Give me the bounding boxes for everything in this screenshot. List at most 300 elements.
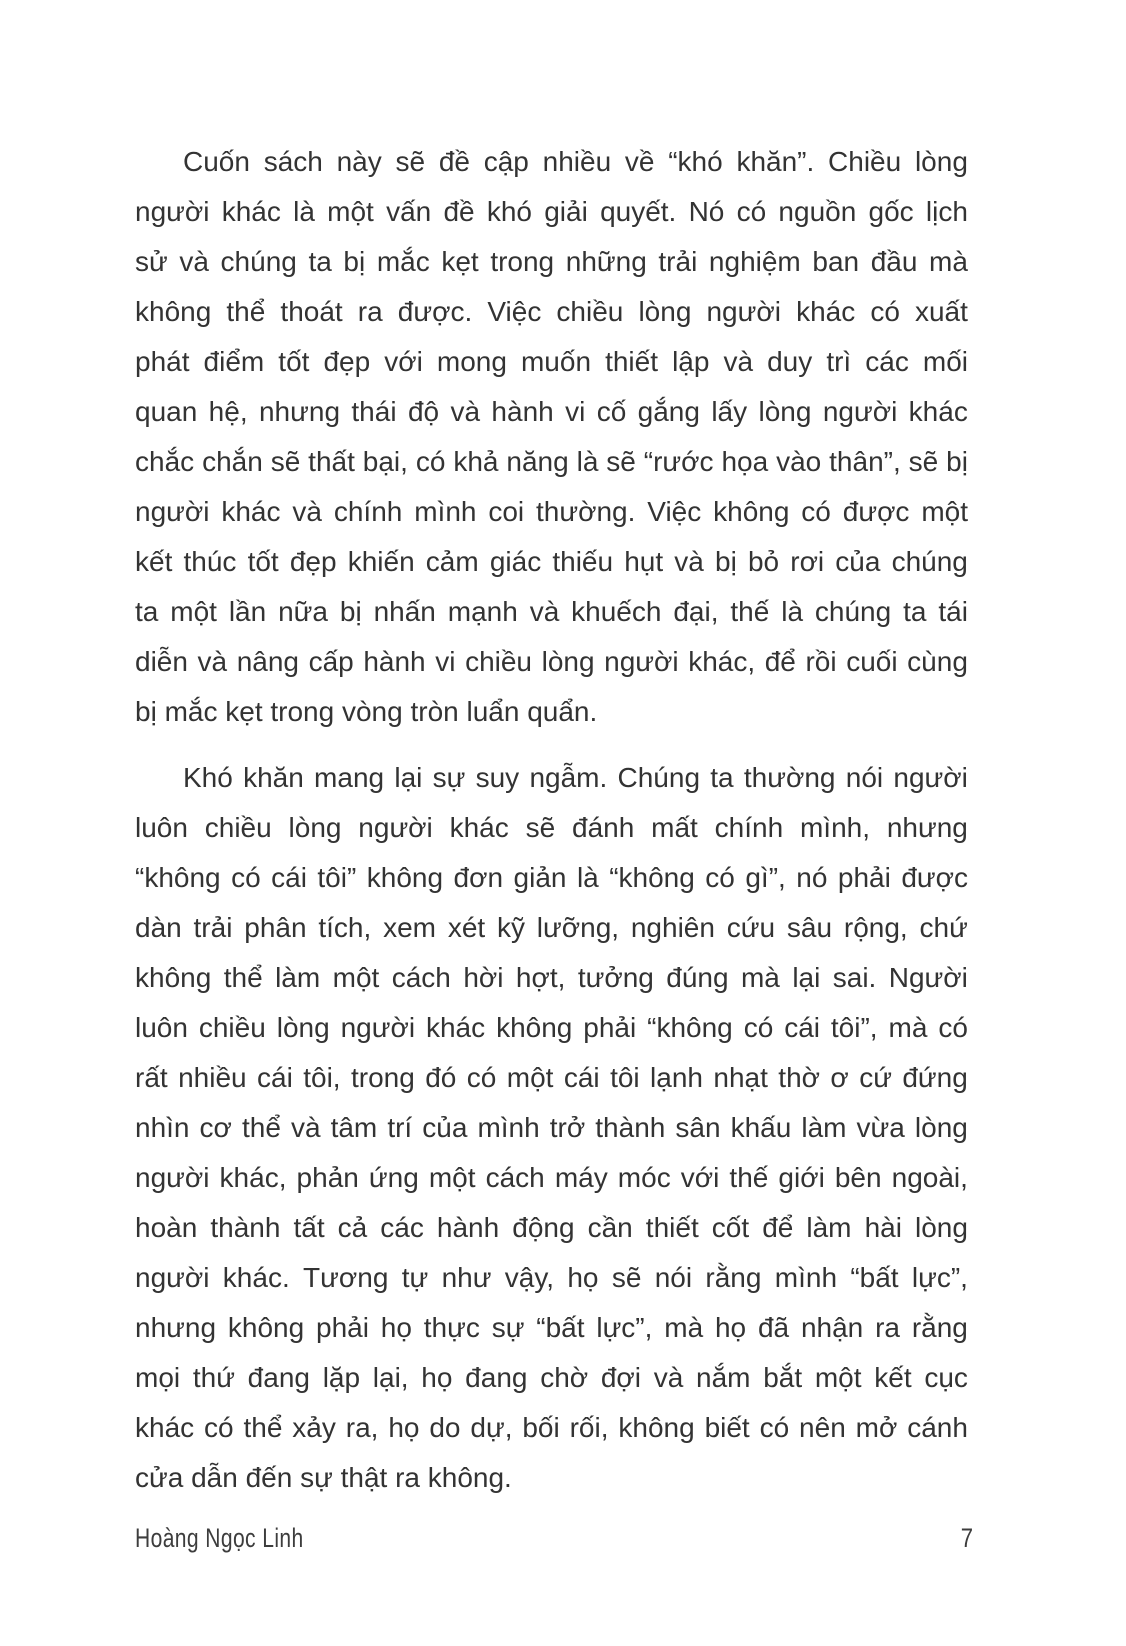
word: máy — [554, 1162, 608, 1193]
word: sử — [135, 246, 168, 277]
word: bỏ — [747, 546, 780, 577]
word: thành — [595, 1112, 666, 1143]
word: và — [653, 1362, 684, 1393]
word: khác — [425, 1012, 486, 1043]
word: tâm — [330, 1112, 378, 1143]
word: rộng, — [843, 912, 908, 943]
word: khác — [796, 296, 856, 327]
word: không — [135, 962, 212, 993]
word: lòng — [288, 812, 342, 843]
word: thiết — [645, 1212, 699, 1243]
word: nhưng — [886, 812, 968, 843]
word: cùng — [907, 646, 968, 677]
word: đầu — [870, 246, 918, 277]
word: điểm — [203, 346, 265, 377]
word: “không — [135, 862, 221, 893]
word: dàn — [135, 912, 182, 943]
word: chính — [333, 496, 403, 527]
word: khả — [453, 446, 499, 477]
word: ngẫm. — [529, 762, 608, 793]
word: hành — [363, 646, 426, 677]
word: và — [290, 1112, 321, 1143]
word: vừa — [856, 1112, 905, 1143]
word: trải — [193, 912, 233, 943]
word: họa — [721, 446, 769, 477]
word: hời — [463, 962, 504, 993]
word: tích, — [318, 912, 372, 943]
word: độ — [407, 396, 440, 427]
word: không — [496, 1012, 573, 1043]
word: “không — [609, 862, 695, 893]
word: thứ — [192, 1362, 235, 1393]
word: trí — [387, 1112, 413, 1143]
word: khăn — [243, 762, 304, 793]
word: vậy, — [504, 1262, 555, 1293]
word: nhưng — [258, 396, 341, 427]
word: mà — [888, 1012, 928, 1043]
word: và — [674, 546, 704, 577]
word: không — [227, 1312, 305, 1343]
word: sâu — [786, 912, 833, 943]
word: đứng — [902, 1062, 968, 1093]
word: trở — [549, 1112, 586, 1143]
word: là — [293, 196, 315, 227]
word: xuất — [914, 296, 968, 327]
word: phát — [135, 346, 190, 377]
word: luôn — [135, 812, 188, 843]
word: phân — [244, 912, 307, 943]
word: vấn — [386, 196, 432, 227]
word: người — [822, 396, 898, 427]
word: nhấn — [373, 596, 436, 627]
text-line — [135, 137, 968, 187]
text-line — [135, 437, 968, 487]
text-line — [135, 337, 968, 387]
word: khó — [486, 196, 532, 227]
word: làm — [801, 1112, 847, 1143]
word: người — [135, 196, 210, 227]
word: chúng — [891, 546, 968, 577]
word: thế — [730, 596, 770, 627]
word: lực”, — [596, 1312, 653, 1343]
word: nắm — [696, 1362, 751, 1393]
word: người — [893, 762, 968, 793]
word: rằng — [911, 1312, 968, 1343]
word: hụt — [624, 546, 664, 577]
word: đẹp — [323, 346, 371, 377]
word: lòng — [541, 646, 595, 677]
word: mạnh — [447, 596, 518, 627]
word: nhưng — [135, 1312, 217, 1343]
word: ra — [875, 1312, 900, 1343]
word: mình, — [799, 812, 870, 843]
word: cốt — [711, 1212, 750, 1243]
word: “bất — [536, 1312, 585, 1343]
word: mọi — [135, 1362, 181, 1393]
word: chắn — [202, 446, 263, 477]
word: ban — [812, 246, 860, 277]
word: thúc — [183, 546, 237, 577]
word: tôi — [610, 1062, 640, 1093]
word: nhạt — [713, 1062, 768, 1093]
word: tôi” — [317, 862, 357, 893]
word: diễn — [135, 646, 188, 677]
word: tái — [938, 596, 968, 627]
word: nhiều — [542, 146, 612, 177]
word: có — [938, 1012, 968, 1043]
word: họ — [388, 1412, 420, 1443]
word: vi — [435, 646, 456, 677]
word: được. — [397, 296, 473, 327]
word: một — [170, 596, 217, 627]
word: như — [441, 1262, 492, 1293]
body-text — [135, 137, 968, 1503]
text-line — [135, 853, 968, 903]
word: khấu — [730, 1112, 792, 1143]
word: mở — [855, 1412, 898, 1443]
word: cảm — [425, 546, 479, 577]
word: khác — [449, 812, 509, 843]
word: nâng — [236, 646, 299, 677]
word: ngoài, — [891, 1162, 968, 1193]
word: chiều — [204, 812, 272, 843]
word: chắc — [135, 446, 195, 477]
word: thể — [241, 1112, 281, 1143]
word: sẽ — [611, 1262, 642, 1293]
word: nữa — [278, 596, 328, 627]
word: trải — [658, 246, 698, 277]
word: họ — [421, 1362, 453, 1393]
word: đại, — [673, 596, 719, 627]
word: đúng — [666, 962, 729, 993]
word: sẽ — [606, 446, 636, 477]
word: lòng — [914, 146, 968, 177]
word: đó — [425, 1062, 457, 1093]
word: lấy — [711, 396, 748, 427]
word: có — [204, 1412, 234, 1443]
word: Việc — [647, 496, 702, 527]
word: tưởng — [577, 962, 654, 993]
word: tốt — [247, 546, 279, 577]
word: quan — [135, 396, 198, 427]
word: cái — [257, 1062, 293, 1093]
text-line — [135, 803, 968, 853]
word: của — [835, 546, 881, 577]
word: Chúng — [617, 762, 701, 793]
word: mình — [414, 496, 477, 527]
word: cuối — [846, 646, 898, 677]
word: “rước — [643, 446, 714, 477]
word: nghiên — [630, 912, 715, 943]
word: và — [529, 596, 560, 627]
text-line — [135, 1103, 968, 1153]
word: trì — [826, 346, 852, 377]
word: gì”, — [745, 862, 786, 893]
word: cấp — [308, 646, 354, 677]
word: mất — [651, 812, 698, 843]
word: và — [723, 346, 754, 377]
word: kết — [135, 546, 173, 577]
word: những — [565, 246, 647, 277]
word: thực — [423, 1312, 480, 1343]
word: được — [842, 496, 910, 527]
word: rất — [135, 1062, 168, 1093]
text-line — [135, 387, 968, 437]
word: và — [450, 396, 481, 427]
word: mong — [436, 346, 507, 377]
word: để — [762, 1212, 794, 1243]
word: lập — [672, 346, 710, 377]
word: với — [384, 346, 423, 377]
word: bị — [946, 446, 968, 477]
word: khác, — [688, 646, 756, 677]
word: cánh — [907, 1412, 968, 1443]
word: sách — [263, 146, 323, 177]
word: thất — [308, 446, 355, 477]
text-line — [135, 1053, 968, 1103]
text-line — [135, 1253, 968, 1303]
word: ta — [135, 596, 159, 627]
word: thế — [729, 1162, 769, 1193]
word: cách — [391, 962, 451, 993]
word: gốc — [868, 196, 914, 227]
word: biết — [704, 1412, 750, 1443]
word: thành — [210, 1212, 281, 1243]
word: người — [604, 646, 679, 677]
word: có — [705, 862, 735, 893]
word: lòng — [914, 1112, 968, 1143]
word: mối — [922, 346, 968, 377]
word: coi — [488, 496, 525, 527]
word: người — [135, 1262, 210, 1293]
word: có — [870, 296, 900, 327]
word: hành — [436, 1212, 500, 1243]
word: đang — [465, 1362, 528, 1393]
word: thờ — [778, 1062, 821, 1093]
word: có — [231, 862, 261, 893]
word: đề — [438, 146, 470, 177]
word: tự — [401, 1262, 429, 1293]
word: chính — [714, 812, 784, 843]
word: nhận — [800, 1312, 864, 1343]
word: khiến — [347, 546, 415, 577]
word: thường — [743, 762, 836, 793]
word: Cuốn — [183, 146, 250, 177]
word: một — [428, 1162, 476, 1193]
word: kẹt — [441, 246, 479, 277]
word: phải — [837, 862, 891, 893]
word: khăn”. — [736, 146, 815, 177]
word: Tương — [303, 1262, 389, 1293]
word: chúng — [814, 596, 892, 627]
word: mà — [740, 962, 780, 993]
word: chứ — [919, 912, 968, 943]
word: ta — [308, 246, 332, 277]
word: nguồn — [778, 196, 857, 227]
word: để — [764, 646, 796, 677]
word: kết — [874, 1362, 912, 1393]
word: cả — [337, 1212, 368, 1243]
word: “bất — [850, 1262, 899, 1293]
word: sân — [675, 1112, 721, 1143]
word: họ — [714, 1312, 747, 1343]
word: cơ — [199, 1112, 232, 1143]
word: Chiều — [828, 146, 902, 177]
word: sẽ — [908, 446, 939, 477]
word: thái — [351, 396, 397, 427]
word: bị — [339, 596, 362, 627]
word: mang — [314, 762, 385, 793]
word: duy — [767, 346, 813, 377]
word: năng — [506, 446, 569, 477]
word: không — [618, 1412, 695, 1443]
text-line — [135, 537, 968, 587]
word: đang — [247, 1362, 310, 1393]
word: lịch — [925, 196, 968, 227]
word: động — [512, 1212, 575, 1243]
word: là — [576, 446, 599, 477]
word: lại, — [372, 1362, 409, 1393]
word: mình — [774, 1262, 838, 1293]
text-line — [135, 1403, 968, 1453]
word: có — [759, 1412, 790, 1443]
word: lần — [228, 596, 267, 627]
word: làm — [806, 1212, 852, 1243]
paragraph — [135, 753, 968, 1503]
word: sai. — [832, 962, 877, 993]
word: đề — [443, 196, 475, 227]
word: đã — [757, 1312, 790, 1343]
word: quyết. — [600, 196, 677, 227]
word: khuếch — [571, 596, 662, 627]
word: lòng — [276, 1012, 330, 1043]
word: xét — [447, 912, 486, 943]
word: không — [713, 496, 790, 527]
word: phải — [316, 1312, 369, 1343]
word: họ — [380, 1312, 412, 1343]
text-line — [135, 637, 968, 687]
word: lực”, — [911, 1262, 968, 1293]
word: rơi — [790, 546, 825, 577]
word: các — [380, 1212, 424, 1243]
word: lòng — [914, 1212, 968, 1243]
word: xem — [383, 912, 436, 943]
word: đợi — [600, 1362, 641, 1393]
word: cứu — [726, 912, 776, 943]
word: muốn — [520, 346, 592, 377]
word: “khó — [668, 146, 723, 177]
word: bị — [343, 246, 366, 277]
text-line — [135, 753, 968, 803]
word: người — [135, 1162, 210, 1193]
word: cái — [563, 1062, 600, 1093]
word: chờ — [540, 1362, 589, 1393]
word: cố — [596, 396, 627, 427]
word: khác — [221, 196, 281, 227]
text-line — [135, 1153, 968, 1203]
word: rồi — [805, 646, 837, 677]
word: ra, — [345, 1412, 379, 1443]
word: lòng — [758, 396, 812, 427]
word: khác — [908, 396, 968, 427]
word: người — [135, 496, 210, 527]
word: mà — [664, 1312, 704, 1343]
text-line — [135, 953, 968, 1003]
word: có — [466, 1062, 497, 1093]
text-line: cửa dẫn đến sự thật ra không. — [135, 1462, 512, 1493]
word: khác, — [219, 1162, 287, 1193]
word: lặp — [322, 1362, 361, 1393]
word: tôi”, — [830, 1012, 878, 1043]
word: gắng — [637, 396, 700, 427]
word: xảy — [292, 1412, 336, 1443]
word: rối, — [569, 1412, 609, 1443]
word: và — [197, 646, 228, 677]
text-line — [135, 287, 968, 337]
word: thể — [243, 1412, 283, 1443]
text-line — [135, 237, 968, 287]
word: phản — [296, 1162, 359, 1193]
word: giới — [778, 1162, 825, 1193]
word: ta — [903, 596, 927, 627]
word: bại, — [362, 446, 408, 477]
word: dự, — [470, 1412, 513, 1443]
word: này — [336, 146, 382, 177]
word: sẽ — [525, 812, 556, 843]
page-footer — [135, 1516, 973, 1560]
word: là — [781, 596, 804, 627]
word: suy — [475, 762, 520, 793]
word: nên — [799, 1412, 846, 1443]
word: cái — [271, 862, 307, 893]
word: được — [901, 862, 968, 893]
word: một — [332, 962, 380, 993]
text-line: bị mắc kẹt trong vòng tròn luẩn quẩn. — [135, 696, 598, 727]
text-line — [135, 187, 968, 237]
word: hợt, — [515, 962, 566, 993]
word: thiết — [605, 346, 659, 377]
word: vào — [776, 446, 822, 477]
word: lại — [792, 962, 821, 993]
word: một — [327, 196, 374, 227]
word: Việc — [487, 296, 542, 327]
word: người — [340, 1012, 416, 1043]
text-line — [135, 1303, 968, 1353]
text-line — [135, 487, 968, 537]
word: tôi, — [303, 1062, 341, 1093]
word: thể — [226, 296, 266, 327]
word: hành — [491, 396, 554, 427]
word: móc — [617, 1162, 671, 1193]
word: các — [865, 346, 909, 377]
word: thể — [223, 962, 263, 993]
word: một — [506, 1062, 554, 1093]
word: cục — [924, 1362, 968, 1393]
word: người — [358, 812, 433, 843]
word: mắc — [376, 246, 430, 277]
word: một — [921, 496, 968, 527]
word: do — [429, 1412, 461, 1443]
text-line — [135, 587, 968, 637]
word: “không — [647, 1012, 733, 1043]
word: sẽ — [270, 446, 301, 477]
word: có — [801, 496, 831, 527]
word: hệ, — [208, 396, 248, 427]
word: về — [624, 146, 655, 177]
word: chiều — [556, 296, 624, 327]
word: người — [706, 296, 781, 327]
word: Nó — [688, 196, 725, 227]
